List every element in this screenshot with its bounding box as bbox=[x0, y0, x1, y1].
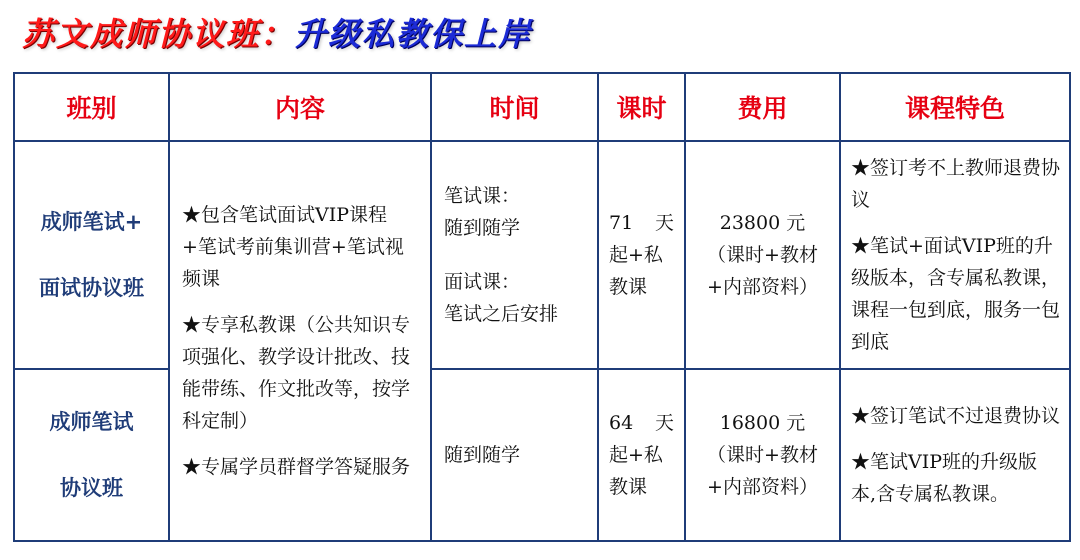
hours-cell bbox=[598, 141, 685, 369]
hours-cell bbox=[598, 369, 685, 541]
fee-price: 16800 元 bbox=[719, 412, 806, 434]
hours-line: 教课 bbox=[609, 276, 648, 298]
title-part-1: 苏文成师协议班： bbox=[22, 15, 295, 53]
feature-item: ★签订考不上教师退费协议 bbox=[851, 157, 1061, 211]
fee-note: （课时+教材 bbox=[707, 444, 818, 466]
feature-item: ★笔试VIP班的升级版本,含专属私教课。 bbox=[851, 451, 1038, 505]
content-item: ★包含笔试面试VIP课程+笔试考前集训营+笔试视频课 bbox=[182, 204, 404, 290]
class-name-cell bbox=[14, 369, 169, 541]
fee-cell bbox=[685, 369, 840, 541]
hours-line bbox=[609, 207, 674, 239]
feature-item: ★笔试+面试VIP班的升级版本，含专属私教课，课程一包到底，服务一包到底 bbox=[851, 235, 1061, 353]
class-name-cell bbox=[14, 141, 169, 369]
class-name-line: 成师笔试 bbox=[49, 410, 134, 434]
hours-line: 起+私 bbox=[609, 244, 663, 266]
time-line: 随到随学 bbox=[444, 217, 521, 239]
fee-cell bbox=[685, 141, 840, 369]
class-name-line: 面试协议班 bbox=[39, 276, 144, 300]
feature-item: ★签订笔试不过退费协议 bbox=[851, 405, 1061, 427]
time-block bbox=[444, 266, 585, 330]
fee-note: +内部资料） bbox=[707, 476, 818, 498]
hours-unit: 天 bbox=[654, 212, 674, 234]
hours-line bbox=[609, 407, 674, 439]
class-name-line: 协议班 bbox=[60, 476, 123, 500]
time-line: 笔试课： bbox=[444, 185, 521, 207]
hours-number: 71 bbox=[609, 212, 634, 234]
content-item: ★专享私教课（公共知识专项强化、教学设计批改、技能带练、作文批改等，按学科定制） bbox=[182, 314, 411, 432]
hours-line: 教课 bbox=[609, 476, 648, 498]
fee-price: 23800 元 bbox=[719, 212, 806, 234]
features-cell bbox=[840, 369, 1070, 541]
title-part-2: 升级私教保上岸 bbox=[294, 15, 533, 53]
table-header-row bbox=[14, 73, 1070, 141]
time-line: 笔试之后安排 bbox=[444, 303, 559, 325]
content-cell bbox=[169, 141, 431, 541]
time-line: 面试课： bbox=[444, 271, 521, 293]
page-title bbox=[22, 8, 532, 60]
header-time: 时间 bbox=[431, 73, 598, 141]
time-line: 随到随学 bbox=[444, 444, 521, 466]
fee-note: +内部资料） bbox=[707, 276, 818, 298]
time-cell bbox=[431, 369, 598, 541]
course-table bbox=[13, 72, 1071, 542]
header-features: 课程特色 bbox=[840, 73, 1070, 141]
header-hours: 课时 bbox=[598, 73, 685, 141]
hours-line: 起+私 bbox=[609, 444, 663, 466]
hours-unit: 天 bbox=[654, 412, 674, 434]
header-fee: 费用 bbox=[685, 73, 840, 141]
content-item: ★专属学员群督学答疑服务 bbox=[182, 456, 411, 478]
time-cell bbox=[431, 141, 598, 369]
fee-note: （课时+教材 bbox=[707, 244, 818, 266]
time-block bbox=[444, 180, 585, 244]
hours-number: 64 bbox=[609, 412, 634, 434]
class-name-line: 成师笔试+ bbox=[40, 210, 143, 234]
table-row bbox=[14, 141, 1070, 369]
header-class: 班别 bbox=[14, 73, 169, 141]
features-cell bbox=[840, 141, 1070, 369]
header-content: 内容 bbox=[169, 73, 431, 141]
